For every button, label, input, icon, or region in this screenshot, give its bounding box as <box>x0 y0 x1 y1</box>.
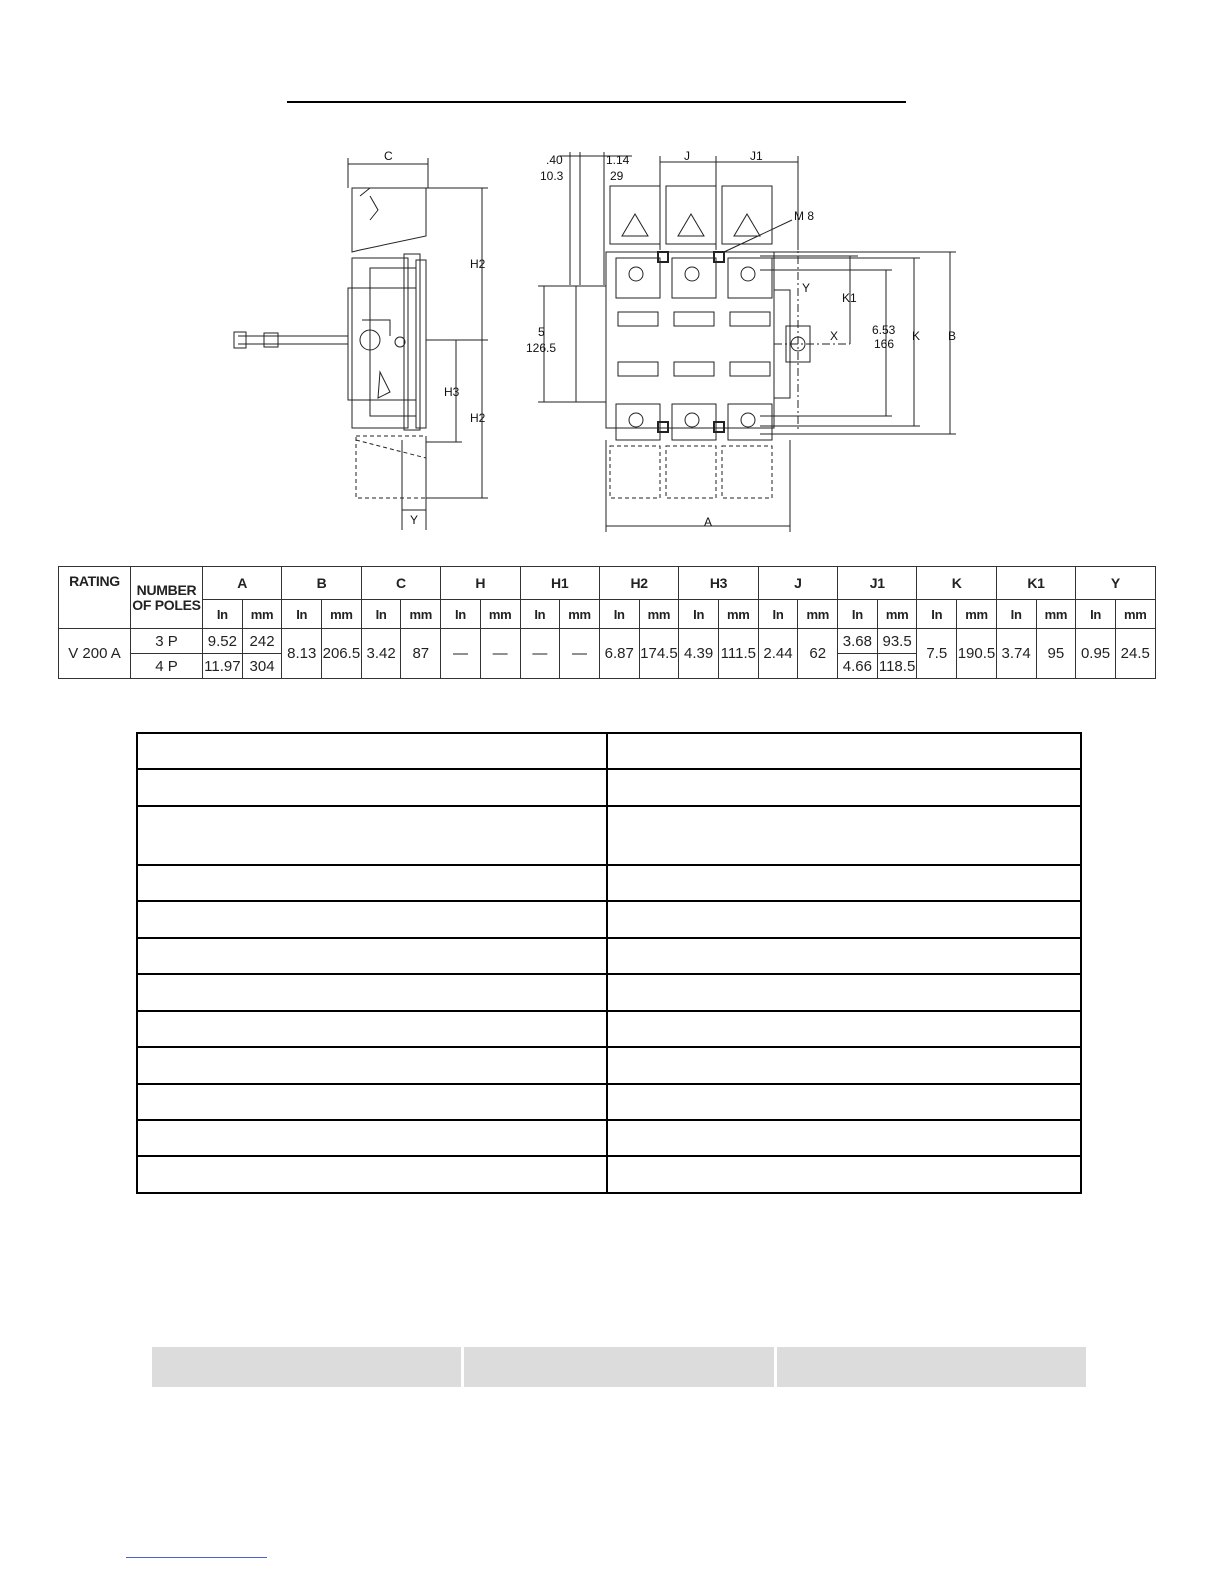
c-in: 3.42 <box>361 629 401 679</box>
spec-row <box>137 733 1081 769</box>
header-number-of-poles: NUMBER OF POLES <box>131 567 203 629</box>
spec-cell <box>137 1156 607 1193</box>
unit-mm-header: mm <box>718 600 758 629</box>
unit-in-header: In <box>599 600 639 629</box>
label-a: A <box>704 515 713 529</box>
unit-mm-header: mm <box>401 600 441 629</box>
spec-row <box>137 806 1081 865</box>
spec-row <box>137 865 1081 901</box>
grey-header-table <box>149 1347 1089 1387</box>
label-h2-top: H2 <box>470 257 486 271</box>
spec-row <box>137 901 1081 937</box>
spec-cell <box>137 865 607 901</box>
table-row <box>59 629 1156 654</box>
c-mm: 87 <box>401 629 441 679</box>
spec-cell <box>137 733 607 769</box>
header-a: A <box>203 567 282 600</box>
a-in-4p: 11.97 <box>203 654 243 679</box>
label-y-axis: Y <box>802 281 811 295</box>
unit-in-header: In <box>996 600 1036 629</box>
label-29: 29 <box>610 169 624 183</box>
spec-cell <box>137 1120 607 1156</box>
dimension-drawing <box>220 140 1000 540</box>
header-k1: K1 <box>996 567 1075 600</box>
unit-mm-header: mm <box>1115 600 1155 629</box>
k-in: 7.5 <box>917 629 957 679</box>
unit-in-header: In <box>917 600 957 629</box>
unit-in-header: In <box>838 600 878 629</box>
j-in: 2.44 <box>758 629 798 679</box>
title-underline <box>287 101 906 103</box>
spec-cell <box>607 806 1081 865</box>
unit-mm-header: mm <box>560 600 600 629</box>
header-h1: H1 <box>520 567 599 600</box>
unit-in-header: In <box>282 600 322 629</box>
header-j: J <box>758 567 837 600</box>
spec-row <box>137 938 1081 974</box>
unit-in-header: In <box>1076 600 1116 629</box>
label-k: K <box>912 329 921 343</box>
unit-mm-header: mm <box>957 600 997 629</box>
spec-cell <box>607 1011 1081 1047</box>
spec-cell <box>137 1047 607 1083</box>
label-114: 1.14 <box>606 153 630 167</box>
label-h3: H3 <box>444 385 460 399</box>
a-mm-3p: 242 <box>242 629 282 654</box>
header-h3: H3 <box>679 567 758 600</box>
label-166: 166 <box>874 337 895 351</box>
spec-cell <box>607 1047 1081 1083</box>
a-mm-4p: 304 <box>242 654 282 679</box>
b-mm: 206.5 <box>322 629 362 679</box>
spec-cell <box>607 1156 1081 1193</box>
spec-cell <box>607 1084 1081 1120</box>
header-c: C <box>361 567 440 600</box>
header-j1: J1 <box>838 567 917 600</box>
spec-row <box>137 974 1081 1010</box>
spec-cell <box>607 865 1081 901</box>
unit-mm-header: mm <box>480 600 520 629</box>
poles-cell: 4 P <box>131 654 203 679</box>
unit-mm-header: mm <box>798 600 838 629</box>
unit-mm-header: mm <box>1036 600 1076 629</box>
header-k: K <box>917 567 996 600</box>
h3-in: 4.39 <box>679 629 719 679</box>
header-h2: H2 <box>599 567 678 600</box>
side-view <box>234 158 488 530</box>
rating-cell: V 200 A <box>59 629 131 679</box>
label-103: 10.3 <box>540 169 564 183</box>
h2-in: 6.87 <box>599 629 639 679</box>
j-mm: 62 <box>798 629 838 679</box>
footer-link-underline[interactable] <box>126 1557 267 1558</box>
spec-cell <box>137 769 607 805</box>
spec-cell <box>137 806 607 865</box>
label-5: 5 <box>538 325 545 339</box>
unit-in-header: In <box>441 600 481 629</box>
label-j: J <box>684 149 690 163</box>
label-040: .40 <box>546 153 563 167</box>
y-in: 0.95 <box>1076 629 1116 679</box>
header-rating: RATING <box>59 567 131 629</box>
spec-cell <box>607 769 1081 805</box>
unit-in-header: In <box>520 600 560 629</box>
spec-row <box>137 1156 1081 1193</box>
spec-row <box>137 1047 1081 1083</box>
label-x-axis: X <box>830 329 839 343</box>
spec-table <box>136 732 1082 1194</box>
h1-in: — <box>520 629 560 679</box>
label-j1: J1 <box>750 149 763 163</box>
dimension-table <box>58 566 1156 679</box>
poles-cell: 3 P <box>131 629 203 654</box>
y-mm: 24.5 <box>1115 629 1155 679</box>
k-mm: 190.5 <box>957 629 997 679</box>
j1-mm-4p: 118.5 <box>877 654 917 679</box>
h-mm: — <box>480 629 520 679</box>
label-m8: M 8 <box>794 209 815 223</box>
unit-in-header: In <box>361 600 401 629</box>
unit-mm-header: mm <box>242 600 282 629</box>
h2-mm: 174.5 <box>639 629 679 679</box>
unit-mm-header: mm <box>877 600 917 629</box>
spec-cell <box>607 901 1081 937</box>
label-h2-bottom: H2 <box>470 411 486 425</box>
label-1265: 126.5 <box>526 341 557 355</box>
spec-cell <box>137 1084 607 1120</box>
label-k1: K1 <box>842 291 857 305</box>
unit-in-header: In <box>679 600 719 629</box>
unit-header-row <box>59 600 1156 629</box>
grey-cell <box>152 1347 461 1387</box>
spec-cell <box>607 1120 1081 1156</box>
b-in: 8.13 <box>282 629 322 679</box>
k1-mm: 95 <box>1036 629 1076 679</box>
a-in-3p: 9.52 <box>203 629 243 654</box>
h3-mm: 111.5 <box>718 629 758 679</box>
unit-mm-header: mm <box>639 600 679 629</box>
spec-row <box>137 769 1081 805</box>
label-y-side: Y <box>410 513 419 527</box>
unit-in-header: In <box>203 600 243 629</box>
j1-in-4p: 4.66 <box>838 654 878 679</box>
label-b: B <box>948 329 957 343</box>
j1-mm-3p: 93.5 <box>877 629 917 654</box>
spec-cell <box>607 974 1081 1010</box>
spec-row <box>137 1084 1081 1120</box>
spec-cell <box>137 901 607 937</box>
grey-cell <box>777 1347 1086 1387</box>
spec-cell <box>137 938 607 974</box>
k1-in: 3.74 <box>996 629 1036 679</box>
header-b: B <box>282 567 361 600</box>
spec-row <box>137 1120 1081 1156</box>
spec-row <box>137 1011 1081 1047</box>
unit-mm-header: mm <box>322 600 362 629</box>
spec-cell <box>137 974 607 1010</box>
spec-cell <box>607 733 1081 769</box>
header-h: H <box>441 567 520 600</box>
spec-cell <box>607 938 1081 974</box>
unit-in-header: In <box>758 600 798 629</box>
label-c: C <box>384 149 393 163</box>
header-y: Y <box>1076 567 1155 600</box>
j1-in-3p: 3.68 <box>838 629 878 654</box>
label-653: 6.53 <box>872 323 896 337</box>
h-in: — <box>441 629 481 679</box>
grey-cell <box>464 1347 773 1387</box>
spec-cell <box>137 1011 607 1047</box>
h1-mm: — <box>560 629 600 679</box>
